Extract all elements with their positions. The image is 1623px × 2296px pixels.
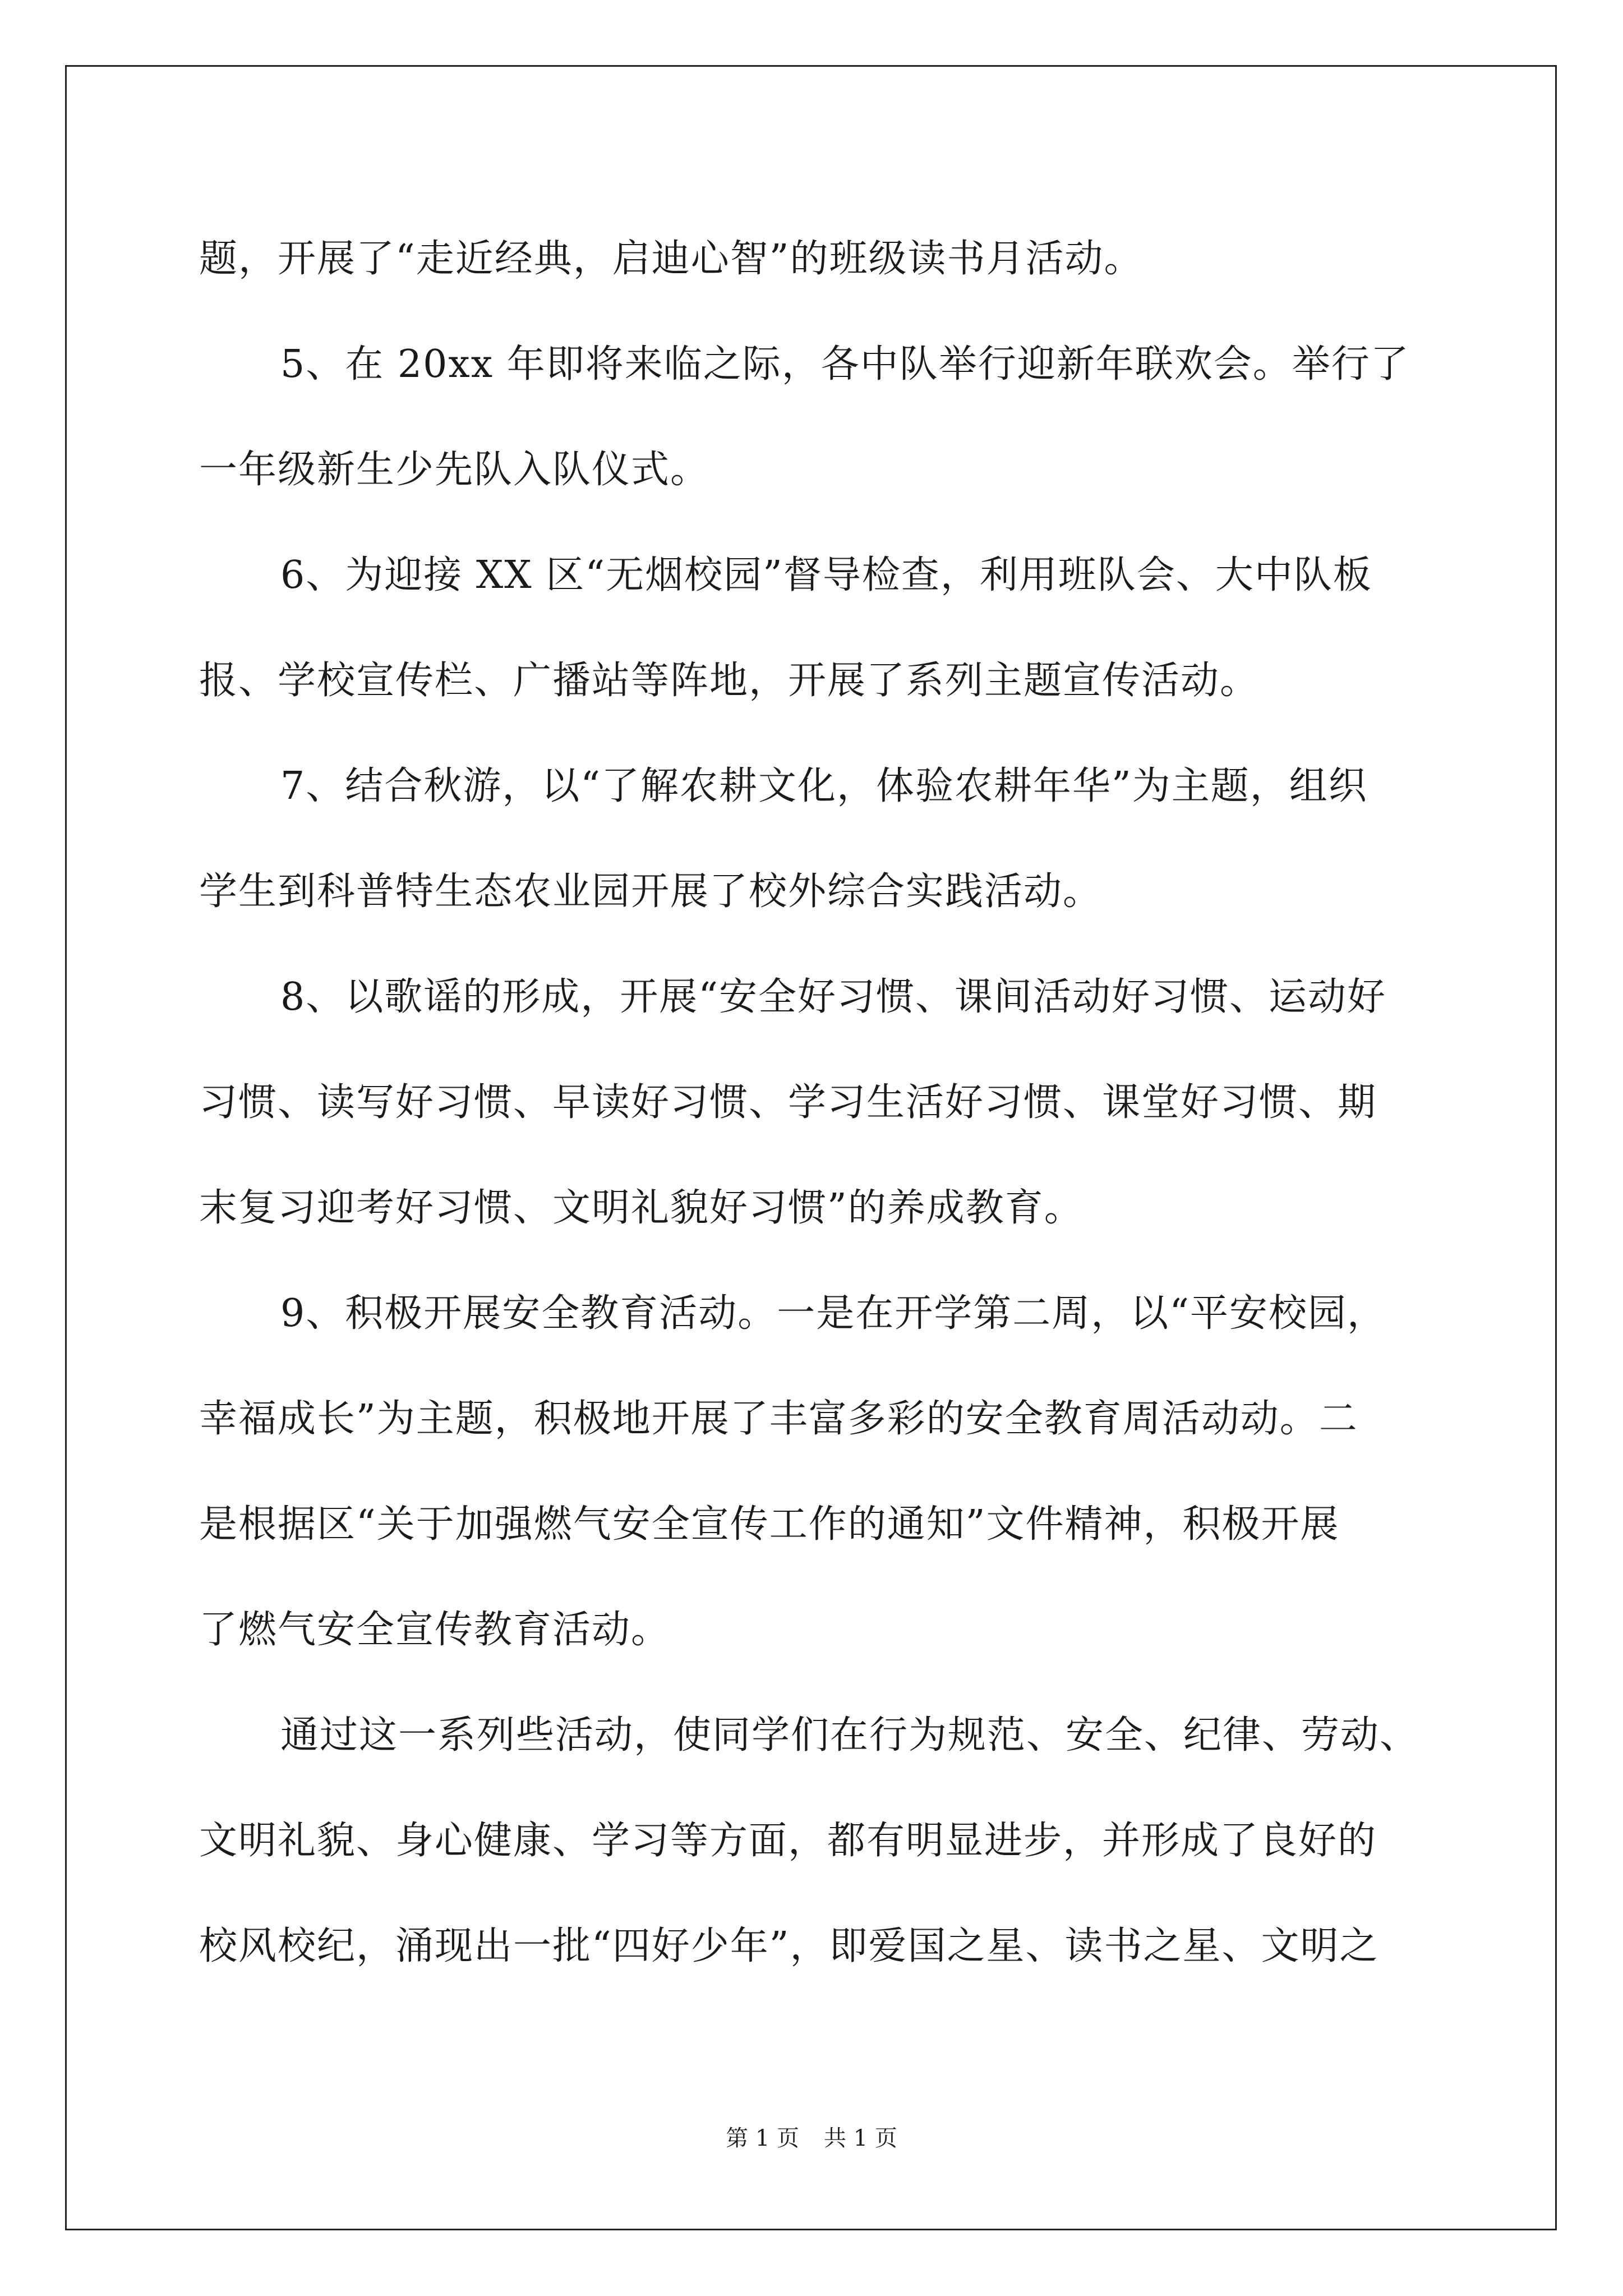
text-line: 文明礼貌、身心健康、学习等方面，都有明显进步，并形成了良好的 [199, 1819, 1377, 1863]
text-line: 一年级新生少先队入队仪式。 [199, 448, 710, 492]
text-line: 校风校纪，涌现出一批“四好少年”，即爱国之星、读书之星、文明之 [199, 1924, 1379, 1968]
text-line: 通过这一系列些活动，使同学们在行为规范、安全、纪律、劳动、 [280, 1713, 1419, 1757]
text-line: 9、积极开展安全教育活动。一是在开学第二周，以“平安校园， [280, 1291, 1387, 1336]
document-body [199, 206, 1455, 1999]
text-line: 末复习迎考好习惯、文明礼貌好习惯”的养成教育。 [199, 1186, 1083, 1230]
page-footer [0, 2122, 1623, 2155]
text-line: 7、结合秋游，以“了解农耕文化，体验农耕年华”为主题，组织 [280, 764, 1368, 808]
text-line: 是根据区“关于加强燃气安全宣传工作的通知”文件精神，积极开展 [199, 1502, 1340, 1547]
text-line: 报、学校宣传栏、广播站等阵地，开展了系列主题宣传活动。 [199, 659, 1260, 703]
page-number: 第 1 页 [726, 2125, 799, 2151]
text-line: 8、以歌谣的形成，开展“安全好习惯、课间活动好习惯、运动好 [280, 975, 1387, 1019]
page-total: 共 1 页 [824, 2125, 897, 2151]
text-line: 幸福成长”为主题，积极地开展了丰富多彩的安全教育周活动动。二 [199, 1397, 1358, 1441]
text-line: 题，开展了“走近经典，启迪心智”的班级读书月活动。 [199, 237, 1144, 281]
text-line: 学生到科普特生态农业园开展了校外综合实践活动。 [199, 869, 1103, 914]
text-line: 了燃气安全宣传教育活动。 [199, 1608, 671, 1652]
text-line: 习惯、读写好习惯、早读好习惯、学习生活好习惯、课堂好习惯、期 [199, 1080, 1377, 1125]
text-line: 6、为迎接 XX 区“无烟校园”督导检查，利用班队会、大中队板 [280, 553, 1372, 597]
text-line: 5、在 20xx 年即将来临之际，各中队举行迎新年联欢会。举行了 [280, 342, 1410, 386]
